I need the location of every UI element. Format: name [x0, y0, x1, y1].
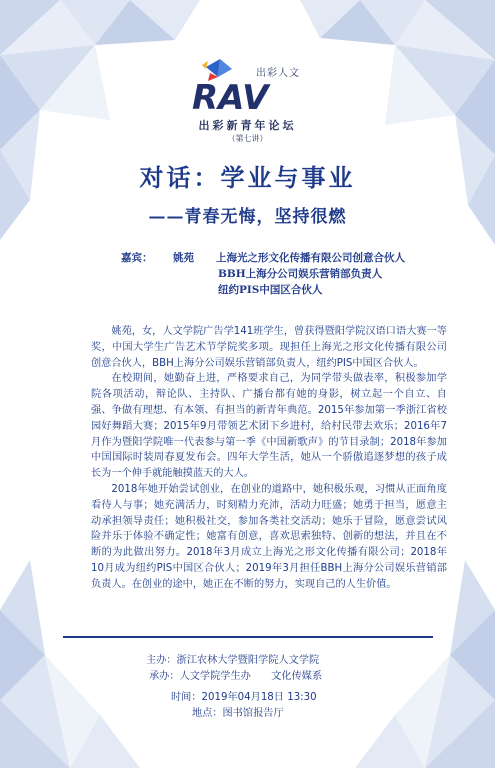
guest-row-1 — [121, 250, 405, 266]
logo-mark: RAV — [192, 78, 269, 115]
guest-label: 嘉宾： — [121, 252, 153, 264]
guest-role: 纽约PIS中国区合伙人 — [218, 284, 323, 296]
time-line: 时间：2019年04月18日 13:30 — [171, 692, 317, 703]
organizer-line: 承办：人文学院学生办 文化传媒系 — [149, 671, 323, 682]
venue-line: 地点：图书馆报告厅 — [192, 708, 284, 719]
guest-role: BBH上海分公司娱乐营销部负责人 — [218, 268, 383, 280]
session-number: （第七讲） — [227, 134, 268, 143]
logo-caption: 出彩人文 — [256, 68, 300, 79]
paragraph: 2018年她开始尝试创业，在创业的道路中，她积极乐观，习惯从正面角度看待人与事；她充满活力，时刻精力充沛，活动力旺盛；她勇于担当，愿意主动承担领导责任；她积极社交，参加各类社交活动；她乐于冒险，愿意尝试风险并乐于体验不确定性；她富有创意，喜欢思索独特、创新的想法，并且在不断的为此做出努力。2018年3月成立上海光之形文化传播有限公司；2018年10月成为纽约PIS中国区合伙人；2019年3月担任BBH上海分公司娱乐营销部负责人。在创业的途中，她正在不断的努力，实现自己的人生价值。 — [91, 483, 447, 590]
guest-name: 姚苑 — [173, 252, 194, 264]
biography — [91, 324, 447, 593]
guest-row-2 — [121, 266, 405, 282]
host-line: 主办：浙江农林大学暨阳学院人文学院 — [146, 655, 320, 666]
guest-block — [121, 250, 405, 298]
page-title: 对话：学业与事业 — [139, 163, 356, 192]
page-subtitle: ——青春无悔，坚持很燃 — [148, 207, 347, 227]
divider — [63, 636, 433, 638]
paragraph: 姚苑，女，人文学院广告学141班学生，曾获得暨阳学院汉语口语大赛一等奖，中国大学生广告艺术节学院奖多项。现担任上海光之形文化传播有限公司创意合伙人，BBH上海分公司娱乐营销部负责人，纽约PIS中国区合伙人。 — [91, 326, 447, 369]
guest-row-3 — [121, 282, 405, 298]
forum-name: 出彩新青年论坛 — [198, 119, 297, 132]
guest-role: 上海光之形文化传播有限公司创意合伙人 — [216, 252, 405, 264]
paragraph: 在校期间，她勤奋上进，严格要求自己，为同学带头做表率，积极参加学院各项活动，辩论队、主持队、广播台都有她的身影，树立起一个自立、自强、争做有理想、有本领、有担当的新青年典范。2015年参加第一季浙江省校园好舞蹈大赛；2015年9月带领艺术团下乡进村，给村民带去欢乐；2016年7月作为暨阳学院唯一代表参与第一季《中国新歌声》的节目录制；2018年参加中国国际时装周春夏发布会。四年大学生活，她从一个骄傲追逐梦想的孩子成长为一个伸手就能触摸蓝天的大人。 — [91, 373, 447, 480]
